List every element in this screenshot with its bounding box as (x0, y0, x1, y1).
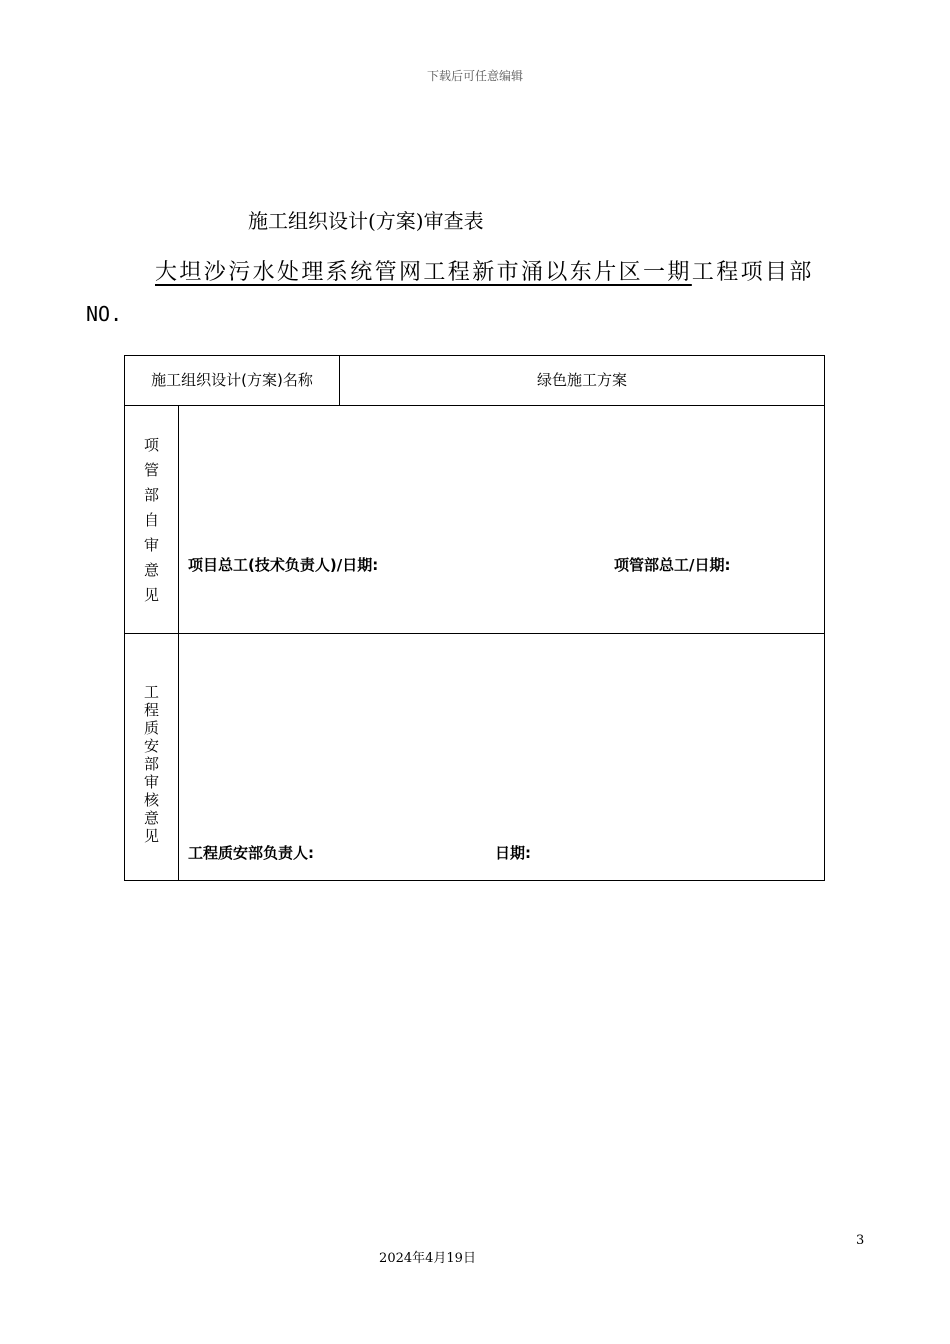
quality-review-char: 意 (143, 809, 159, 827)
self-review-char: 部 (143, 486, 159, 504)
plan-name-label: 施工组织设计(方案)名称 (151, 371, 313, 389)
project-suffix: 工程项目部 (691, 260, 814, 285)
dept-chief-signature-label: 项管部总工/日期: (614, 556, 731, 574)
plan-name-value: 绿色施工方案 (536, 371, 627, 389)
row-divider-1 (125, 405, 824, 406)
self-review-char: 自 (143, 511, 159, 529)
self-review-char: 见 (143, 586, 159, 604)
self-review-label (125, 433, 178, 608)
review-table (124, 355, 825, 881)
quality-review-char: 审 (143, 773, 159, 791)
document-title: 施工组织设计(方案)审查表 (248, 209, 484, 233)
document-number-label: NO. (86, 302, 123, 326)
label-col-divider (178, 405, 179, 880)
quality-review-char: 核 (143, 791, 159, 809)
quality-review-char: 工 (143, 683, 159, 701)
row-divider-2 (125, 633, 824, 634)
chief-engineer-signature-label: 项目总工(技术负责人)/日期: (188, 556, 379, 574)
project-line (155, 255, 814, 286)
self-review-char: 管 (143, 461, 159, 479)
quality-review-label (125, 683, 178, 845)
quality-responsible-label: 工程质安部负责人: (188, 844, 314, 862)
project-name: 大坦沙污水处理系统管网工程新市涌以东片区一期 (155, 260, 692, 285)
page-number: 3 (856, 1233, 865, 1248)
self-review-char: 项 (143, 436, 159, 454)
quality-review-char: 程 (143, 701, 159, 719)
quality-review-char: 部 (143, 755, 159, 773)
self-review-char: 审 (143, 536, 159, 554)
quality-date-label: 日期: (495, 844, 531, 862)
self-review-char: 意 (143, 561, 159, 579)
footer-date: 2024年4月19日 (379, 1251, 476, 1266)
quality-review-char: 质 (143, 719, 159, 737)
quality-review-char: 安 (143, 737, 159, 755)
header-note: 下载后可任意编辑 (426, 69, 523, 83)
quality-review-char: 见 (143, 827, 159, 845)
